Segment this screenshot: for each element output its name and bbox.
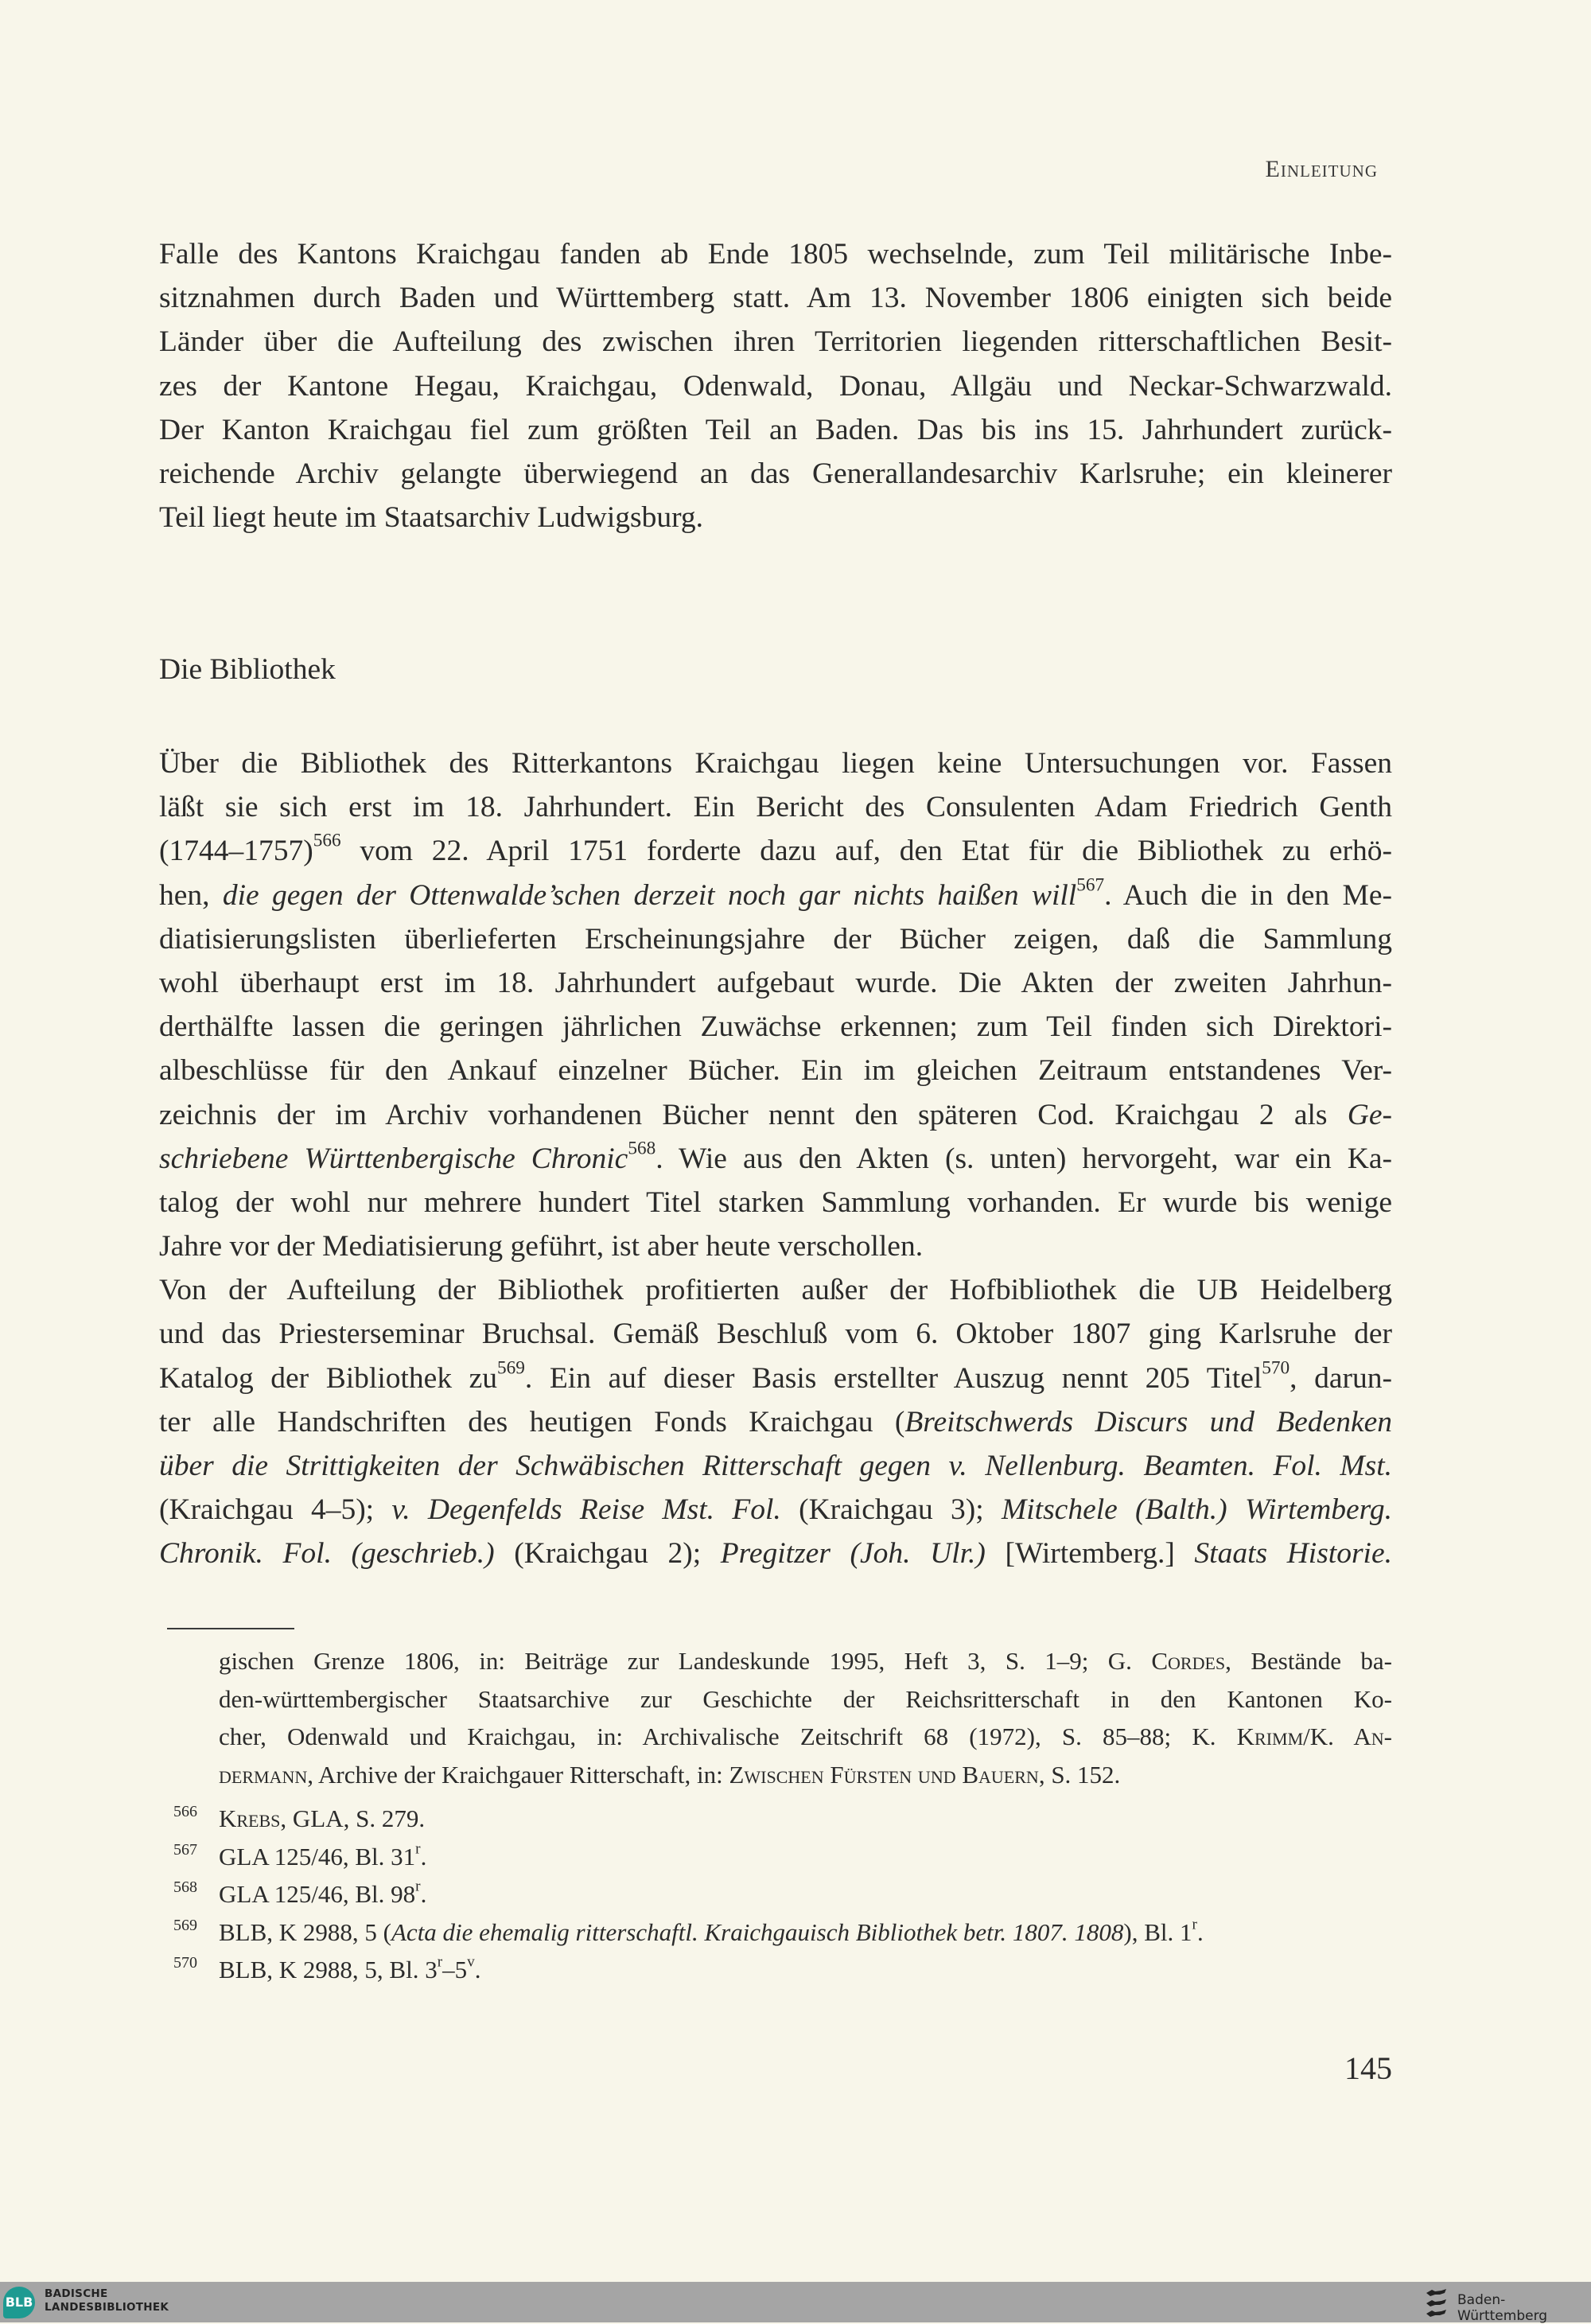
footnote-number: 568 (173, 1878, 197, 1896)
text-line: zes der Kantone Hegau, Kraichgau, Odenwald, Donau, Allgäu und Neckar-Schwarzwald. (159, 369, 1392, 403)
footnote-569: 569 BLB, K 2988, 5 (Acta die ehemalig ritterschaftl. Kraichgauisch Bibliothek betr. 1807. 1808), Bl. 1$^r$. (173, 1913, 1392, 1952)
footnote-number: 567 (173, 1840, 197, 1859)
footnote-ref: 570 (1262, 1357, 1290, 1379)
footnote-number: 569 (173, 1916, 197, 1934)
text-line: albeschlüsse für den Ankauf einzelner Bücher. Ein im gleichen Zeitraum entstandenes Ver- (159, 1054, 1392, 1088)
text-line: sitznahmen durch Baden und Württemberg statt. Am 13. November 1806 einigten sich beide (159, 282, 1392, 315)
text-line: Jahre vor der Mediatisierung geführt, ist aber heute verschollen. (159, 1230, 924, 1263)
running-head: Einleitung (1265, 156, 1378, 182)
text-line: zeichnis der im Archiv vorhandenen Bücher nennt den späteren Cod. Kraichgau 2 als Ge- (159, 1098, 1392, 1131)
text-line: Von der Aufteilung der Bibliothek profitierten außer der Hofbibliothek die UB Heidelberg (159, 1274, 1392, 1307)
footnote-line: den-württembergischer Staatsarchive zur Geschichte der Reichsritterschaft in den Kantonen Ko- (219, 1684, 1392, 1713)
footnote-number: 570 (173, 1954, 197, 1972)
page-number: 145 (1344, 2050, 1392, 2086)
text-line: hen, die gegen der Ottenwalde’schen derzeit noch gar nichts haißen will$^{567}$. Auch die in den Me- (159, 874, 1392, 912)
footnote-number: 566 (173, 1803, 197, 1820)
text-line: und das Priesterseminar Bruchsal. Gemäß Beschluß vom 6. Oktober 1807 ging Karlsruhe der (159, 1318, 1392, 1351)
footnote-divider (167, 1628, 294, 1629)
text-line: Teil liegt heute im Staatsarchiv Ludwigsburg. (159, 501, 704, 535)
text-line: Falle des Kantons Kraichgau fanden ab Ende 1805 wechselnde, zum Teil militärische Inbe- (159, 238, 1392, 271)
text-line: derthälfte lassen die geringen jährlichen Zuwächse erkennen; zum Teil finden sich Direktori- (159, 1010, 1392, 1044)
text-line: Katalog der Bibliothek $zu^{569}$. Ein auf dieser Basis erstellter Auszug nennt 205 Titel$^{570}$, darun- (159, 1357, 1392, 1395)
text-line: läßt sie sich erst im 18. Jahrhundert. Ein Bericht des Consulenten Adam Friedrich Genth (159, 791, 1392, 824)
section-heading: Die Bibliothek (159, 653, 336, 686)
text-line: talog der wohl nur mehrere hundert Titel starken Sammlung vorhanden. Er wurde bis wenige (159, 1185, 1392, 1219)
footnote-continuation (173, 1642, 1392, 1793)
footnote-568: 568 GLA 125/46, Bl. 98$^r$. (173, 1875, 1392, 1913)
paragraph-2 (159, 742, 1392, 1576)
text-line: reichende Archiv gelangte überwiegend an das Generallandesarchiv Karlsruhe; ein kleinerer (159, 457, 1392, 490)
footnote-line: gischen Grenze 1806, in: Beiträge zur Landeskunde 1995, Heft 3, S. 1–9; G. Cordes, Bestände ba- (219, 1647, 1392, 1675)
library-name[interactable]: BADISCHE LANDESBIBLIOTHEK (45, 2287, 169, 2314)
footnote-567: 567 GLA 125/46, Bl. 31$^r$. (173, 1838, 1392, 1876)
quote-italic: die gegen der Ottenwalde’schen derzeit noch gar nichts haißen will (222, 878, 1077, 912)
footnote-line: dermann, Archive der Kraichgauer Ritterschaft, in: Zwischen Fürsten und Bauern, S. 152. (219, 1760, 1121, 1789)
lions-coat-of-arms-icon (1424, 2287, 1449, 2318)
text-line: ter alle Handschriften des heutigen Fonds Kraichgau (Breitschwerds Discurs und Bedenken (159, 1405, 1392, 1438)
text-line: Chronik. Fol. (geschrieb.) (Kraichgau 2); Pregitzer (Joh. Ulr.) [Wirtemberg.] Staats Historie. (159, 1537, 1392, 1571)
footer-bar (0, 2282, 1591, 2322)
text-line: wohl überhaupt erst im 18. Jahrhundert aufgebaut wurde. Die Akten der zweiten Jahrhun- (159, 966, 1392, 999)
footnote-570: 570 BLB, K 2988, 5, Bl. 3$^r$–5$^v$. (173, 1951, 1392, 1989)
footnote-ref: 568 (628, 1138, 656, 1159)
text-line: diatisierungslisten überlieferten Erscheinungsjahre der Bücher zeigen, daß die Sammlung (159, 922, 1392, 956)
text-line: schriebene Württenbergische Chronic$^{568}$. Wie aus den Akten (s. unten) hervorgeht, war ein Ka- (159, 1138, 1393, 1175)
footnotes (173, 1642, 1392, 1989)
footnote-line: cher, Odenwald und Kraichgau, in: Archivalische Zeitschrift 68 (1972), S. 85–88; K. Krimm/K. An- (219, 1723, 1392, 1750)
footnote-ref: 567 (1076, 874, 1105, 896)
text-line: Der Kanton Kraichgau fiel zum größten Teil an Baden. Das bis ins 15. Jahrhundert zurück- (159, 413, 1392, 446)
text-line: Länder über die Aufteilung des zwischen ihren Territorien liegenden ritterschaftlichen Besit- (159, 325, 1392, 359)
text-line: (1744–1757)$^{566}$ vom 22. April 1751 forderte dazu auf, den Etat für die Bibliothek zu erhö- (159, 830, 1392, 868)
paragraph-1 (159, 232, 1392, 539)
footnote-566: 566 Krebs, GLA, S. 279. (173, 1800, 1392, 1838)
footnote-ref: 569 (497, 1357, 525, 1379)
state-name[interactable]: Baden-Württemberg (1457, 2292, 1548, 2324)
text-line: über die Strittigkeiten der Schwäbischen Ritterschaft gegen v. Nellenburg. Beamten. Fol. Mst. (159, 1450, 1392, 1482)
blb-logo-icon[interactable]: BLB (3, 2287, 35, 2318)
text-line: Über die Bibliothek des Ritterkantons Kraichgau liegen keine Untersuchungen vor. Fassen (159, 747, 1392, 780)
footnote-ref: 566 (313, 830, 341, 851)
text-line: (Kraichgau 4–5); v. Degenfelds Reise Mst. Fol. (Kraichgau 3); Mitschele (Balth.) Wirtemberg. (159, 1493, 1392, 1527)
